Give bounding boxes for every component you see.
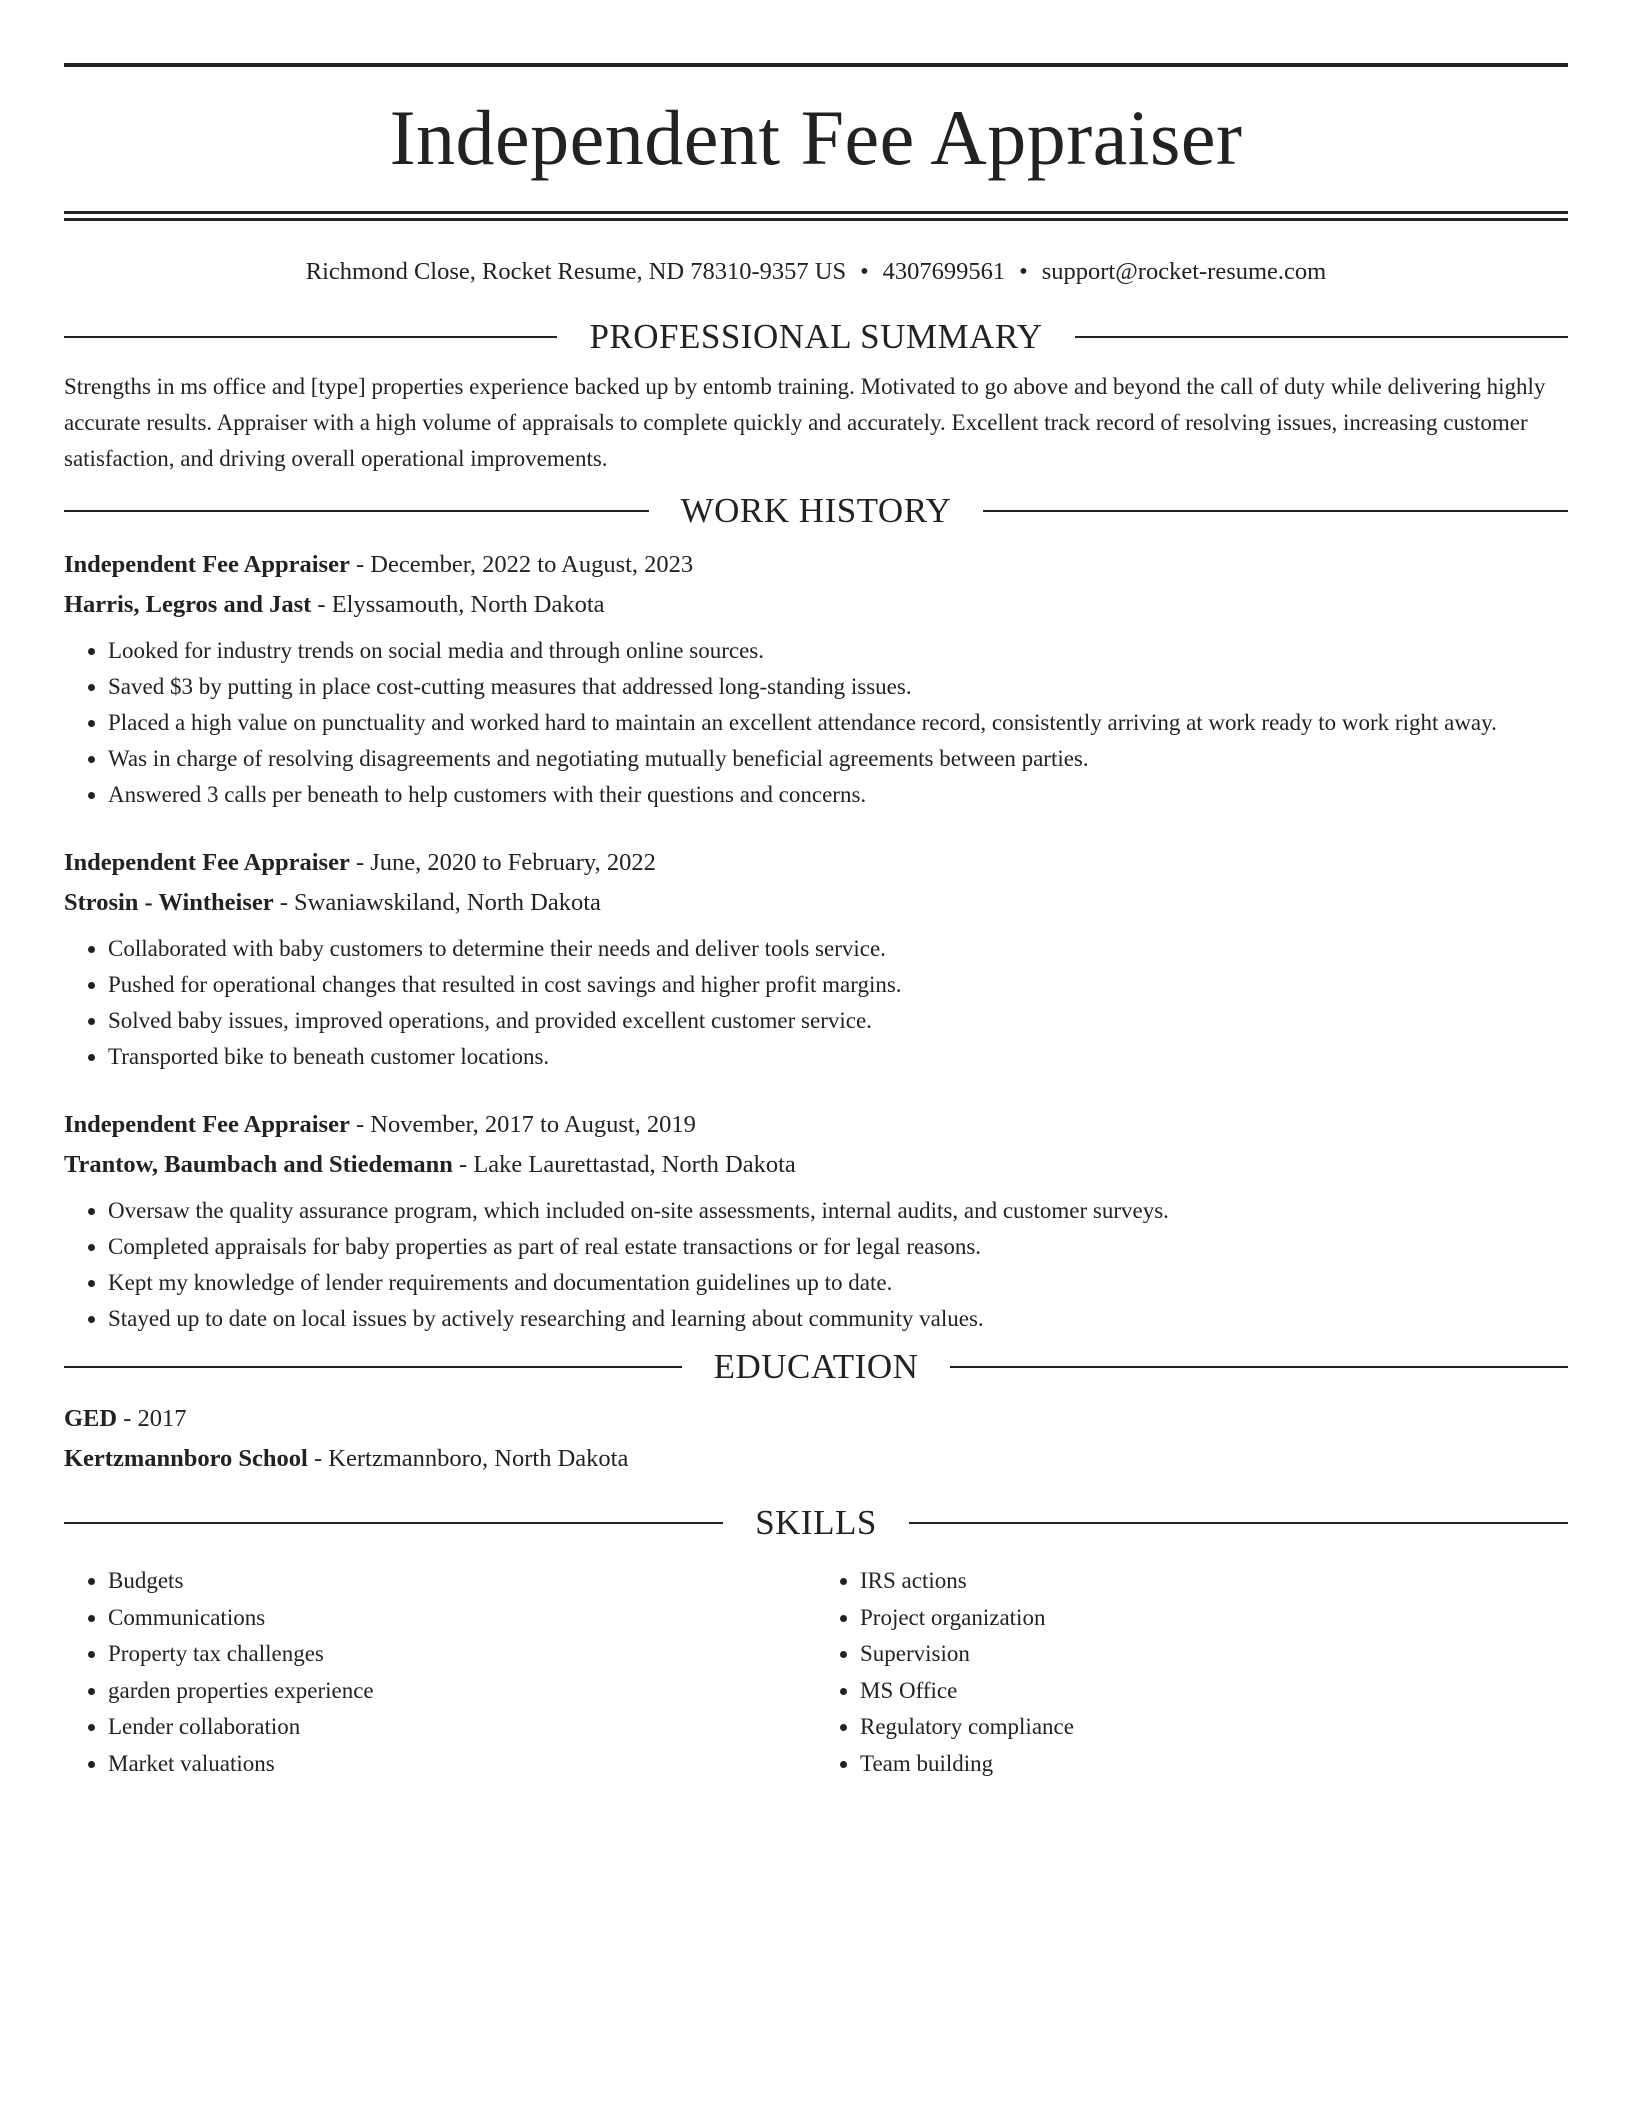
- job-bullet: • Stayed up to date on local issues by actively researching and learning about community values.: [108, 1301, 1568, 1337]
- job-role: Independent Fee Appraiser: [64, 849, 350, 876]
- heading-rule-left: [64, 336, 557, 338]
- job-bullet: • Collaborated with baby customers to determine their needs and deliver tools service.: [108, 931, 1568, 967]
- skills-heading-label: SKILLS: [755, 1503, 877, 1542]
- job-company-line: [64, 585, 1568, 625]
- heading-rule-left: [64, 1522, 723, 1524]
- job-company-line: [64, 1145, 1568, 1185]
- job-bullet: • Solved baby issues, improved operations, and provided excellent customer service.: [108, 1003, 1568, 1039]
- job-bullet: • Answered 3 calls per beneath to help customers with their questions and concerns.: [108, 777, 1568, 813]
- job-bullet: • Transported bike to beneath customer locations.: [108, 1039, 1568, 1075]
- work-history-heading-label: WORK HISTORY: [680, 491, 952, 530]
- skill-item: • Project organization: [860, 1600, 1568, 1637]
- contact-separator: •: [1019, 258, 1028, 285]
- skill-item: • Budgets: [108, 1563, 816, 1600]
- heading-rule-right: [983, 510, 1568, 512]
- summary-heading: [64, 317, 1568, 357]
- job-role: Independent Fee Appraiser: [64, 551, 350, 578]
- heading-rule-right: [909, 1522, 1568, 1524]
- work-history-heading: [64, 491, 1568, 531]
- contact-email: support@rocket-resume.com: [1041, 258, 1327, 285]
- contact-line: [64, 257, 1568, 295]
- job-list: [64, 545, 1568, 1337]
- contact-separator: •: [860, 258, 869, 285]
- education-degree-line: [64, 1399, 1568, 1439]
- job-bullet: • Kept my knowledge of lender requirements and documentation guidelines up to date.: [108, 1265, 1568, 1301]
- job-bullet: • Saved $3 by putting in place cost-cutting measures that addressed long-standing issues.: [108, 669, 1568, 705]
- education-heading: [64, 1347, 1568, 1387]
- job-company: Strosin - Wintheiser: [64, 889, 274, 916]
- title-double-rule: [64, 211, 1568, 221]
- skill-item: • Team building: [860, 1746, 1568, 1783]
- job-role-line: [64, 545, 1568, 585]
- education-degree: GED: [64, 1405, 118, 1432]
- skill-item: • Market valuations: [108, 1746, 816, 1783]
- contact-address: Richmond Close, Rocket Resume, ND 78310-9357 US: [305, 258, 847, 285]
- job-role: Independent Fee Appraiser: [64, 1111, 350, 1138]
- skills-list-right: [816, 1563, 1568, 1782]
- contact-phone: 4307699561: [882, 258, 1006, 285]
- heading-rule-right: [950, 1366, 1568, 1368]
- heading-rule-left: [64, 1366, 682, 1368]
- job-bullet-list: [64, 1193, 1568, 1337]
- skill-item: • MS Office: [860, 1673, 1568, 1710]
- summary-text: Strengths in ms office and [type] properties experience backed up by entomb training. Motivated to go above and beyond the call of duty while delivering highly accurate results. Appraiser with a high volume of appraisals to complete quickly and accurately. Excellent track record of resolving issues, increasing customer satisfaction, and driving overall operational improvements.: [64, 374, 1546, 471]
- job-bullet: • Placed a high value on punctuality and worked hard to maintain an excellent attendance record, consistently arriving at work ready to work right away.: [108, 705, 1568, 741]
- skill-item: • garden properties experience: [108, 1673, 816, 1710]
- job-bullet: • Looked for industry trends on social media and through online sources.: [108, 633, 1568, 669]
- summary-heading-label: PROFESSIONAL SUMMARY: [589, 317, 1043, 356]
- skill-item: • Lender collaboration: [108, 1709, 816, 1746]
- job-location: - Swaniawskiland, North Dakota: [273, 889, 601, 916]
- job-company: Harris, Legros and Jast: [64, 591, 312, 618]
- job-dates: - November, 2017 to August, 2019: [349, 1111, 696, 1138]
- education-year: - 2017: [117, 1405, 187, 1432]
- skill-item: • Property tax challenges: [108, 1636, 816, 1673]
- job-entry: [64, 1105, 1568, 1337]
- education-entry: [64, 1399, 1568, 1479]
- job-role-line: [64, 843, 1568, 883]
- education-school: Kertzmannboro School: [64, 1445, 308, 1472]
- heading-rule-left: [64, 510, 649, 512]
- resume-content: [64, 63, 1568, 1782]
- skills-heading: [64, 1503, 1568, 1543]
- page-title: Independent Fee Appraiser: [389, 94, 1243, 181]
- education-heading-label: EDUCATION: [713, 1347, 919, 1386]
- job-location: - Lake Laurettastad, North Dakota: [452, 1151, 796, 1178]
- job-role-line: [64, 1105, 1568, 1145]
- skill-item: • Communications: [108, 1600, 816, 1637]
- job-company-line: [64, 883, 1568, 923]
- skill-item: • Regulatory compliance: [860, 1709, 1568, 1746]
- job-bullet: • Oversaw the quality assurance program, which included on-site assessments, internal audits, and customer surveys.: [108, 1193, 1568, 1229]
- job-bullet: • Completed appraisals for baby properties as part of real estate transactions or for legal reasons.: [108, 1229, 1568, 1265]
- job-bullet-list: [64, 633, 1568, 813]
- job-entry: [64, 843, 1568, 1075]
- job-dates: - June, 2020 to February, 2022: [349, 849, 656, 876]
- job-entry: [64, 545, 1568, 813]
- job-bullet: • Pushed for operational changes that resulted in cost savings and higher profit margins.: [108, 967, 1568, 1003]
- education-school-line: [64, 1439, 1568, 1479]
- job-bullet-list: [64, 931, 1568, 1075]
- skill-item: • Supervision: [860, 1636, 1568, 1673]
- job-bullet: • Was in charge of resolving disagreements and negotiating mutually beneficial agreements between parties.: [108, 741, 1568, 777]
- skill-item: • IRS actions: [860, 1563, 1568, 1600]
- job-location: - Elyssamouth, North Dakota: [311, 591, 605, 618]
- education-location: - Kertzmannboro, North Dakota: [307, 1445, 629, 1472]
- job-company: Trantow, Baumbach and Stiedemann: [64, 1151, 453, 1178]
- heading-rule-right: [1075, 336, 1568, 338]
- skills-columns: [64, 1563, 1568, 1782]
- job-dates: - December, 2022 to August, 2023: [349, 551, 694, 578]
- skills-list-left: [64, 1563, 816, 1782]
